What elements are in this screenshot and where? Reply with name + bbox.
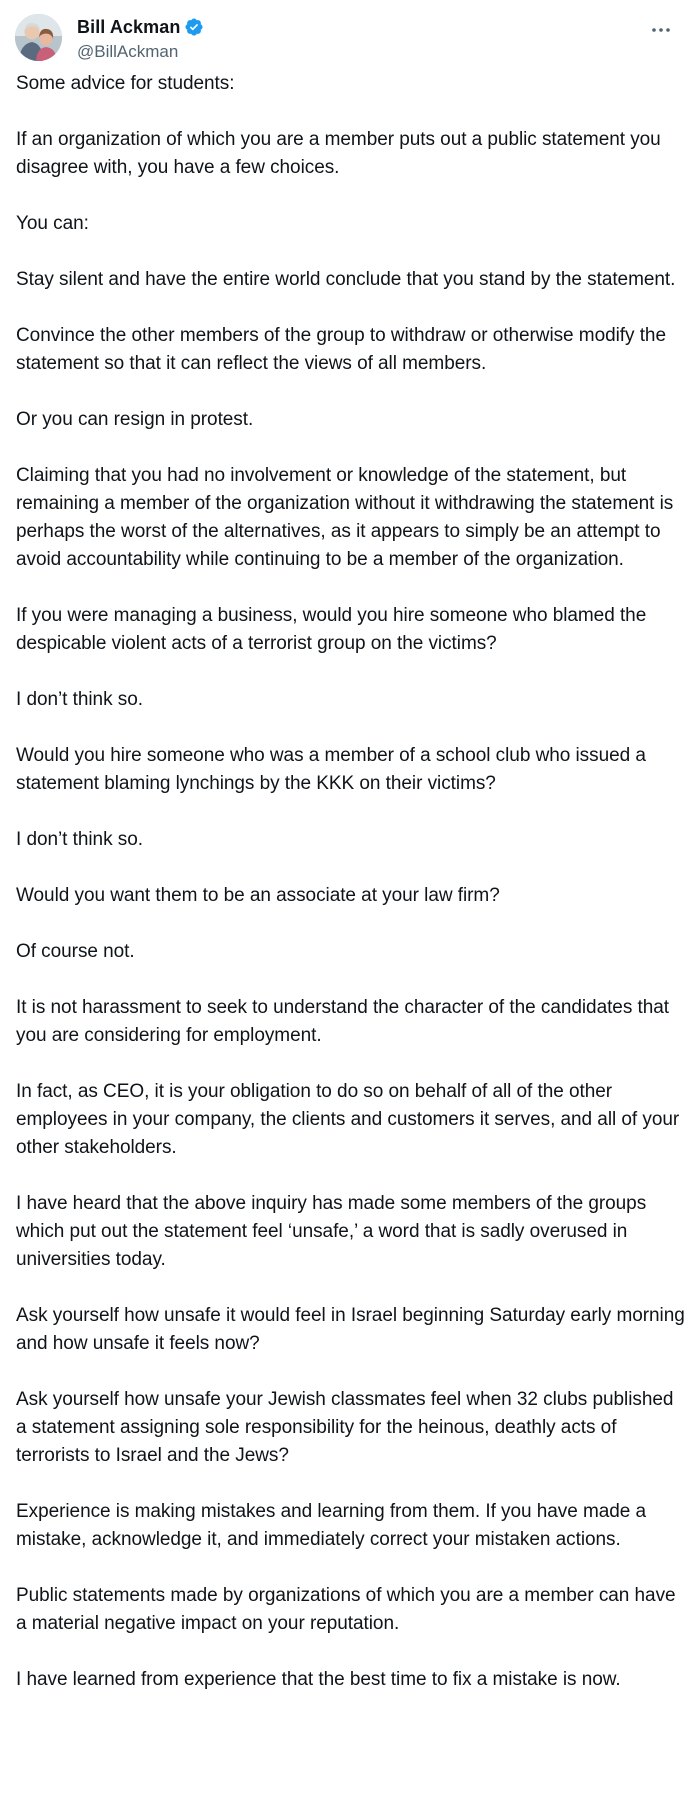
tweet-paragraph: Or you can resign in protest. <box>16 409 254 430</box>
tweet-paragraph: I have heard that the above inquiry has made some members of the groups which put out the statement feel ‘unsafe,’ a word that is sadly overused in universities today. <box>16 1193 647 1270</box>
avatar[interactable] <box>15 14 62 61</box>
tweet-paragraph: Experience is making mistakes and learning from them. If you have made a mistake, acknowledge it, and immediately correct your mistaken actions. <box>16 1501 647 1550</box>
tweet-header <box>15 14 681 62</box>
tweet-paragraph: Convince the other members of the group to withdraw or otherwise modify the statement so that it can reflect the views of all members. <box>16 325 666 374</box>
tweet-paragraph: I don’t think so. <box>16 689 143 710</box>
tweet-paragraph: Public statements made by organizations of which you are a member can have a material negative impact on your reputation. <box>16 1585 676 1634</box>
tweet-paragraph: Ask yourself how unsafe your Jewish classmates feel when 32 clubs published a statement assigning sole responsibility for the heinous, deathly acts of terrorists to Israel and the Jews? <box>16 1389 674 1466</box>
name-row <box>77 15 204 39</box>
tweet-paragraph: In fact, as CEO, it is your obligation to do so on behalf of all of the other employees in your company, the clients and customers it serves, and all of your other stakeholders. <box>16 1081 680 1158</box>
tweet-paragraph: Of course not. <box>16 941 135 962</box>
tweet-paragraph: If you were managing a business, would you hire someone who blamed the despicable violent acts of a terrorist group on the victims? <box>16 605 647 654</box>
tweet-paragraph: Would you want them to be an associate at your law firm? <box>16 885 500 906</box>
tweet-paragraph: It is not harassment to seek to understand the character of the candidates that you are considering for employment. <box>16 997 669 1046</box>
profile-photo-icon <box>15 14 62 61</box>
tweet-paragraph: Some advice for students: <box>16 73 235 94</box>
author-identity <box>77 15 204 62</box>
tweet-paragraph: Stay silent and have the entire world conclude that you stand by the statement. <box>16 269 676 290</box>
tweet-paragraph: I don’t think so. <box>16 829 143 850</box>
tweet-paragraph: You can: <box>16 213 89 234</box>
tweet-paragraph: Claiming that you had no involvement or knowledge of the statement, but remaining a member of the organization without it withdrawing the statement is perhaps the worst of the alternatives, as it appears to simply be an attempt to avoid accountability while continuing to be a member of the organization. <box>16 465 674 570</box>
tweet-paragraph: I have learned from experience that the best time to fix a mistake is now. <box>16 1669 621 1690</box>
tweet-text <box>16 70 686 1694</box>
author-display-name[interactable]: Bill Ackman <box>77 16 181 37</box>
tweet-paragraph: If an organization of which you are a member puts out a public statement you disagree with, you have a few choices. <box>16 129 661 178</box>
verified-badge-icon[interactable] <box>184 17 204 37</box>
tweet-paragraph: Ask yourself how unsafe it would feel in Israel beginning Saturday early morning and how unsafe it feels now? <box>16 1305 685 1354</box>
author-handle[interactable]: @BillAckman <box>77 42 179 61</box>
more-options-icon[interactable] <box>649 20 673 40</box>
tweet-paragraph: Would you hire someone who was a member of a school club who issued a statement blaming lynchings by the KKK on their victims? <box>16 745 646 794</box>
